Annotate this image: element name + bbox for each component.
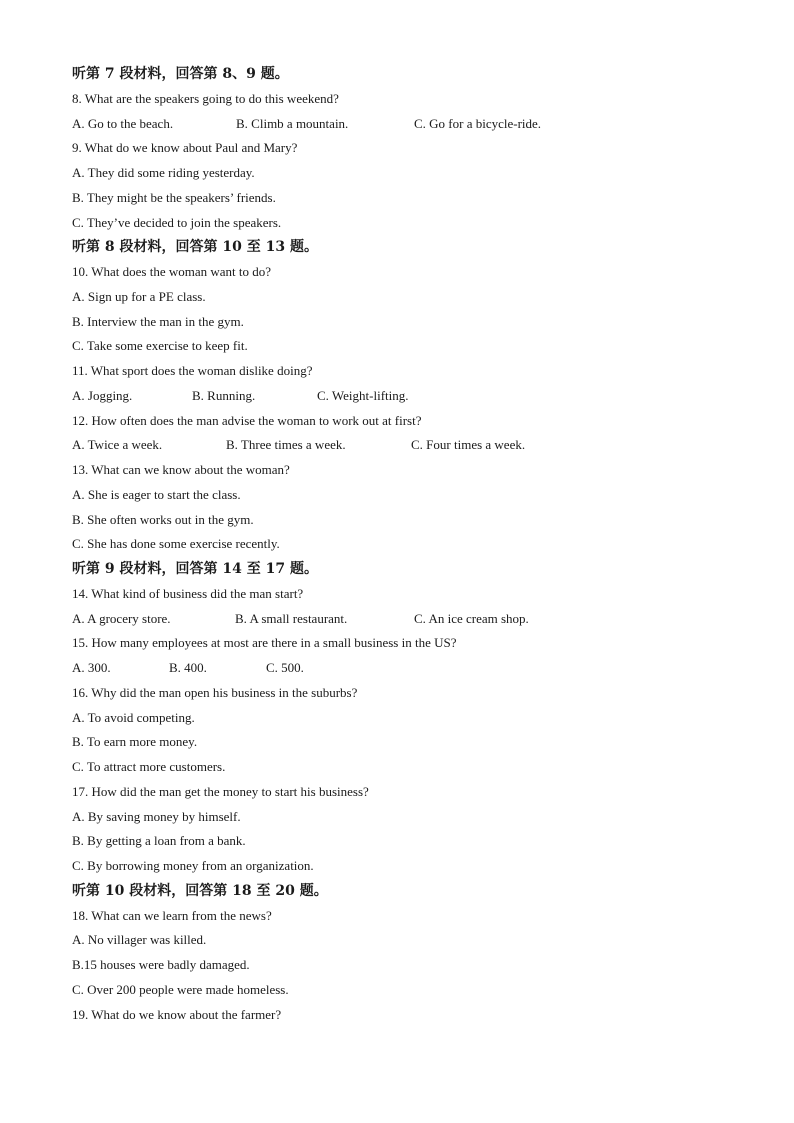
question-15-stem: 15. How many employees at most are there in a small business in the US? [72, 635, 457, 651]
question-9-option-b: B. They might be the speakers’ friends. [72, 189, 276, 205]
question-18-option-b: B.15 houses were badly damaged. [72, 957, 250, 972]
option-c: C. Go for a bicycle-ride. [414, 115, 542, 131]
question-9-stem: 9. What do we know about Paul and Mary? [72, 140, 298, 156]
question-19-stem: 19. What do we know about the farmer? [72, 1006, 282, 1022]
section-heading-7: 听第 7 段材料，回答第 8、9 题。 [72, 66, 289, 82]
document-page [72, 62, 732, 1027]
option-a: A. 300. [72, 660, 111, 675]
option-b: B. Running. [192, 387, 256, 403]
option-a: A. Go to the beach. [72, 115, 174, 131]
option-a: A. A grocery store. [72, 610, 171, 626]
question-14-options [72, 607, 732, 632]
question-17-option-a: A. By saving money by himself. [72, 808, 241, 824]
question-18-option-a: A. No villager was killed. [72, 932, 207, 948]
question-16-option-b: B. To earn more money. [72, 734, 198, 750]
question-13-option-c: C. She has done some exercise recently. [72, 536, 280, 552]
section-heading-10: 听第 10 段材料，回答第 18 至 20 题。 [72, 882, 328, 899]
question-9-option-a: A. They did some riding yesterday. [72, 165, 255, 180]
option-a: A. Twice a week. [72, 437, 163, 453]
option-c: C. Four times a week. [411, 437, 526, 453]
question-15-options [72, 656, 732, 681]
question-8-options [72, 112, 732, 137]
question-10-stem: 10. What does the woman want to do? [72, 264, 272, 279]
question-17-option-b: B. By getting a loan from a bank. [72, 833, 246, 849]
section-heading-8: 听第 8 段材料，回答第 10 至 13 题。 [72, 239, 318, 256]
question-16-stem: 16. Why did the man open his business in the suburbs? [72, 684, 358, 700]
option-c: C. An ice cream shop. [414, 610, 529, 626]
question-8-stem: 8. What are the speakers going to do this weekend? [72, 90, 339, 106]
question-11-stem: 11. What sport does the woman dislike doing? [72, 363, 313, 378]
option-b: B. A small restaurant. [235, 610, 348, 626]
question-17-option-c: C. By borrowing money from an organization. [72, 858, 314, 873]
option-b: B. Climb a mountain. [236, 115, 349, 131]
option-a: A. Jogging. [72, 387, 133, 403]
question-13-stem: 13. What can we know about the woman? [72, 462, 290, 477]
section-heading-9: 听第 9 段材料，回答第 14 至 17 题。 [72, 561, 318, 577]
question-13-option-b: B. She often works out in the gym. [72, 511, 254, 527]
question-10-option-a: A. Sign up for a PE class. [72, 288, 206, 304]
option-b: B. 400. [169, 660, 207, 675]
question-14-stem: 14. What kind of business did the man start? [72, 585, 304, 601]
question-12-options [72, 433, 732, 458]
option-c: C. 500. [266, 660, 304, 675]
question-10-option-c: C. Take some exercise to keep fit. [72, 338, 248, 354]
question-12-stem: 12. How often does the man advise the woman to work out at first? [72, 412, 422, 428]
question-16-option-a: A. To avoid competing. [72, 709, 195, 725]
option-b: B. Three times a week. [226, 437, 346, 453]
question-9-option-c: C. They’ve decided to join the speakers. [72, 214, 282, 230]
question-18-option-c: C. Over 200 people were made homeless. [72, 981, 289, 997]
question-11-options [72, 384, 732, 409]
option-c: C. Weight-lifting. [317, 387, 409, 403]
question-16-option-c: C. To attract more customers. [72, 759, 226, 774]
question-17-stem: 17. How did the man get the money to start his business? [72, 783, 369, 799]
question-13-option-a: A. She is eager to start the class. [72, 486, 241, 502]
question-18-stem: 18. What can we learn from the news? [72, 907, 272, 923]
question-10-option-b: B. Interview the man in the gym. [72, 313, 244, 329]
